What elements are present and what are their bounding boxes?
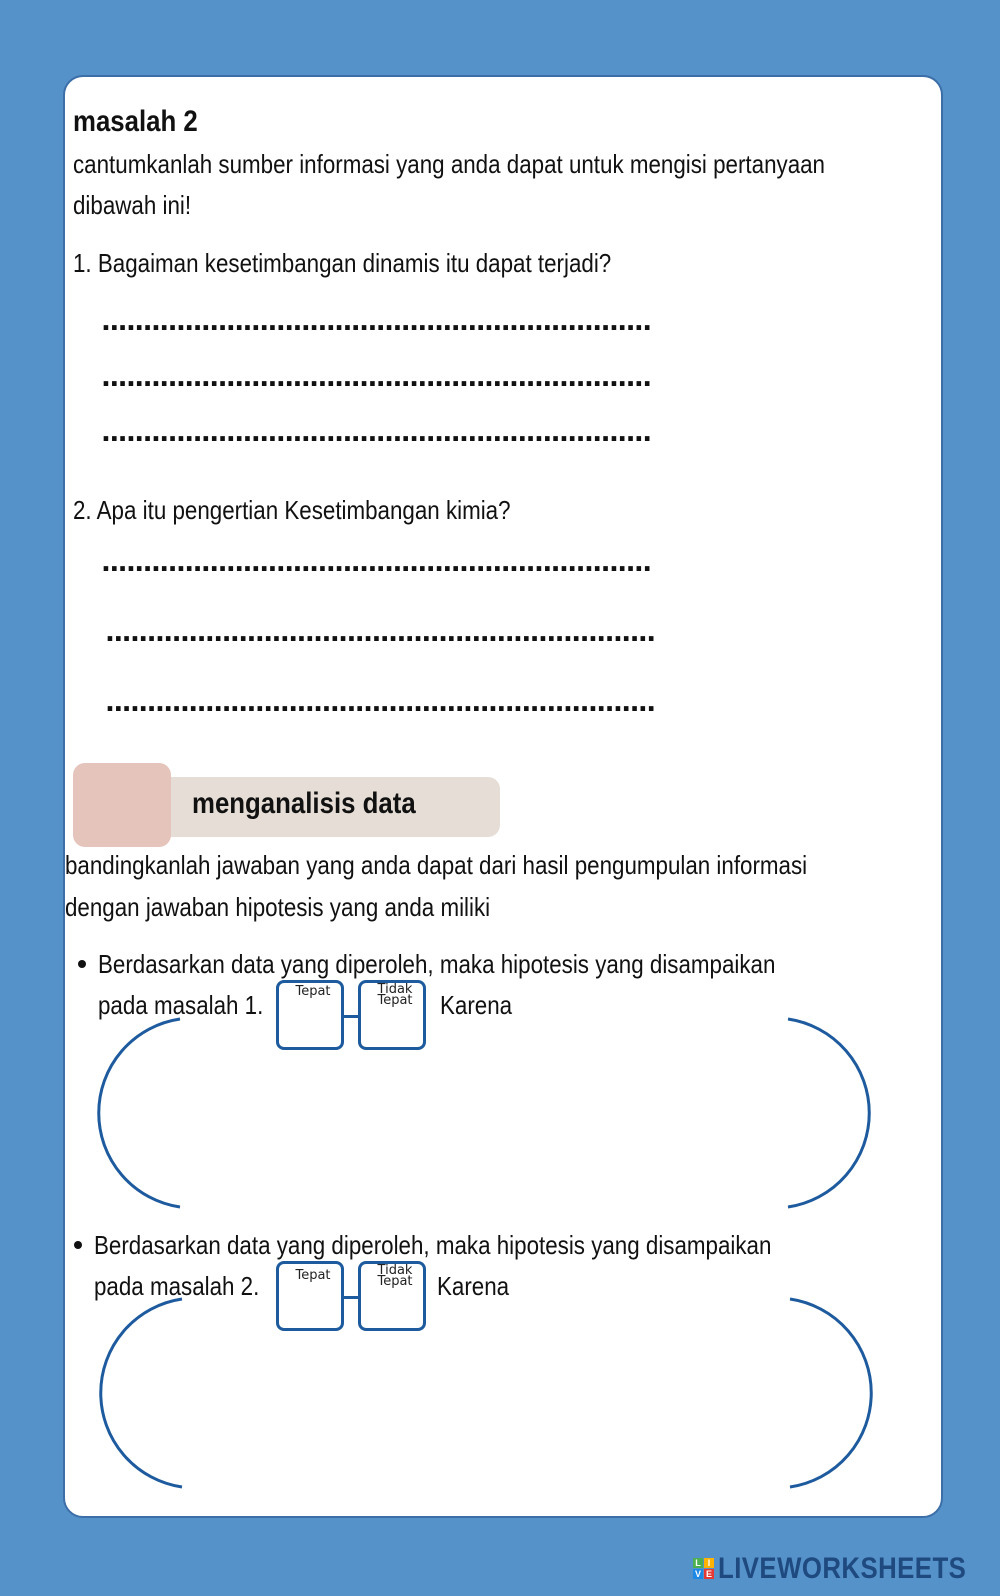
answer-frame-2-left-bracket <box>101 1299 182 1487</box>
analysis-2-line-2: pada masalah 2. <box>94 1271 260 1301</box>
question-2-number: 2. <box>73 495 92 525</box>
section-banner-tab <box>73 763 171 847</box>
analysis-2-karena: Karena <box>437 1271 510 1301</box>
answer-frame-1-right-bracket <box>788 1019 869 1207</box>
section-title: menganalisis data <box>192 787 416 820</box>
option-tidak-tepat-2-label-2: Tepat <box>377 1274 413 1289</box>
answer-1-line-2[interactable]: .................................................................. <box>101 363 651 393</box>
question-2 <box>73 489 511 531</box>
answer-frame-1-left-bracket <box>99 1019 180 1207</box>
section-instruction-line-2: dengan jawaban hipotesis yang anda miliki <box>65 892 491 922</box>
option-tepat-2-label: Tepat <box>295 1268 331 1283</box>
analysis-1-line-1: Berdasarkan data yang diperoleh, maka hipotesis yang disampaikan <box>98 949 776 979</box>
answer-frame-1[interactable] <box>65 1007 945 1217</box>
section-instruction-line-1: bandingkanlah jawaban yang anda dapat dari hasil pengumpulan informasi <box>65 850 808 880</box>
answer-2-line-1[interactable]: .................................................................. <box>101 548 651 578</box>
answer-1-line-3[interactable]: .................................................................. <box>101 418 651 448</box>
logo-letter-e: E <box>705 1569 712 1579</box>
answer-2-line-3[interactable]: .................................................................. <box>105 688 655 718</box>
analysis-1-line-2: pada masalah 1. <box>98 990 264 1020</box>
instruction-line-1: cantumkanlah sumber informasi yang anda dapat untuk mengisi pertanyaan <box>73 149 826 179</box>
option-tepat-1-label: Tepat <box>295 984 331 999</box>
question-1 <box>73 242 611 284</box>
answer-2-line-2[interactable]: .................................................................. <box>105 618 655 648</box>
logo-letter-v: V <box>694 1569 701 1579</box>
analysis-1-karena: Karena <box>440 990 513 1020</box>
logo-letter-l: L <box>693 1558 703 1568</box>
question-1-text: Bagaiman kesetimbangan dinamis itu dapat terjadi? <box>97 248 612 278</box>
question-2-text: Apa itu pengertian Kesetimbangan kimia? <box>96 495 511 525</box>
option-tidak-tepat-1-label-2: Tepat <box>377 993 413 1008</box>
question-1-number: 1. <box>73 248 92 278</box>
answer-frame-2[interactable] <box>65 1287 945 1497</box>
option-tidak-tepat-2-label-1: Tidak <box>377 1263 413 1278</box>
answer-frame-2-right-bracket <box>790 1299 871 1487</box>
bullet-2 <box>74 1241 82 1249</box>
answer-1-line-1[interactable]: .................................................................. <box>101 307 651 337</box>
page-title: masalah 2 <box>73 105 198 138</box>
option-tidak-tepat-1-label-1: Tidak <box>377 982 413 997</box>
analysis-2-line-1: Berdasarkan data yang diperoleh, maka hipotesis yang disampaikan <box>94 1230 772 1260</box>
instruction-line-2: dibawah ini! <box>73 190 192 220</box>
logo-letter-i: I <box>704 1558 714 1568</box>
liveworksheets-brand[interactable]: LIVEWORKSHEETS <box>718 1552 967 1585</box>
liveworksheets-logo-icon <box>693 1558 715 1580</box>
worksheet-card <box>63 75 943 1518</box>
bullet-1 <box>78 960 86 968</box>
